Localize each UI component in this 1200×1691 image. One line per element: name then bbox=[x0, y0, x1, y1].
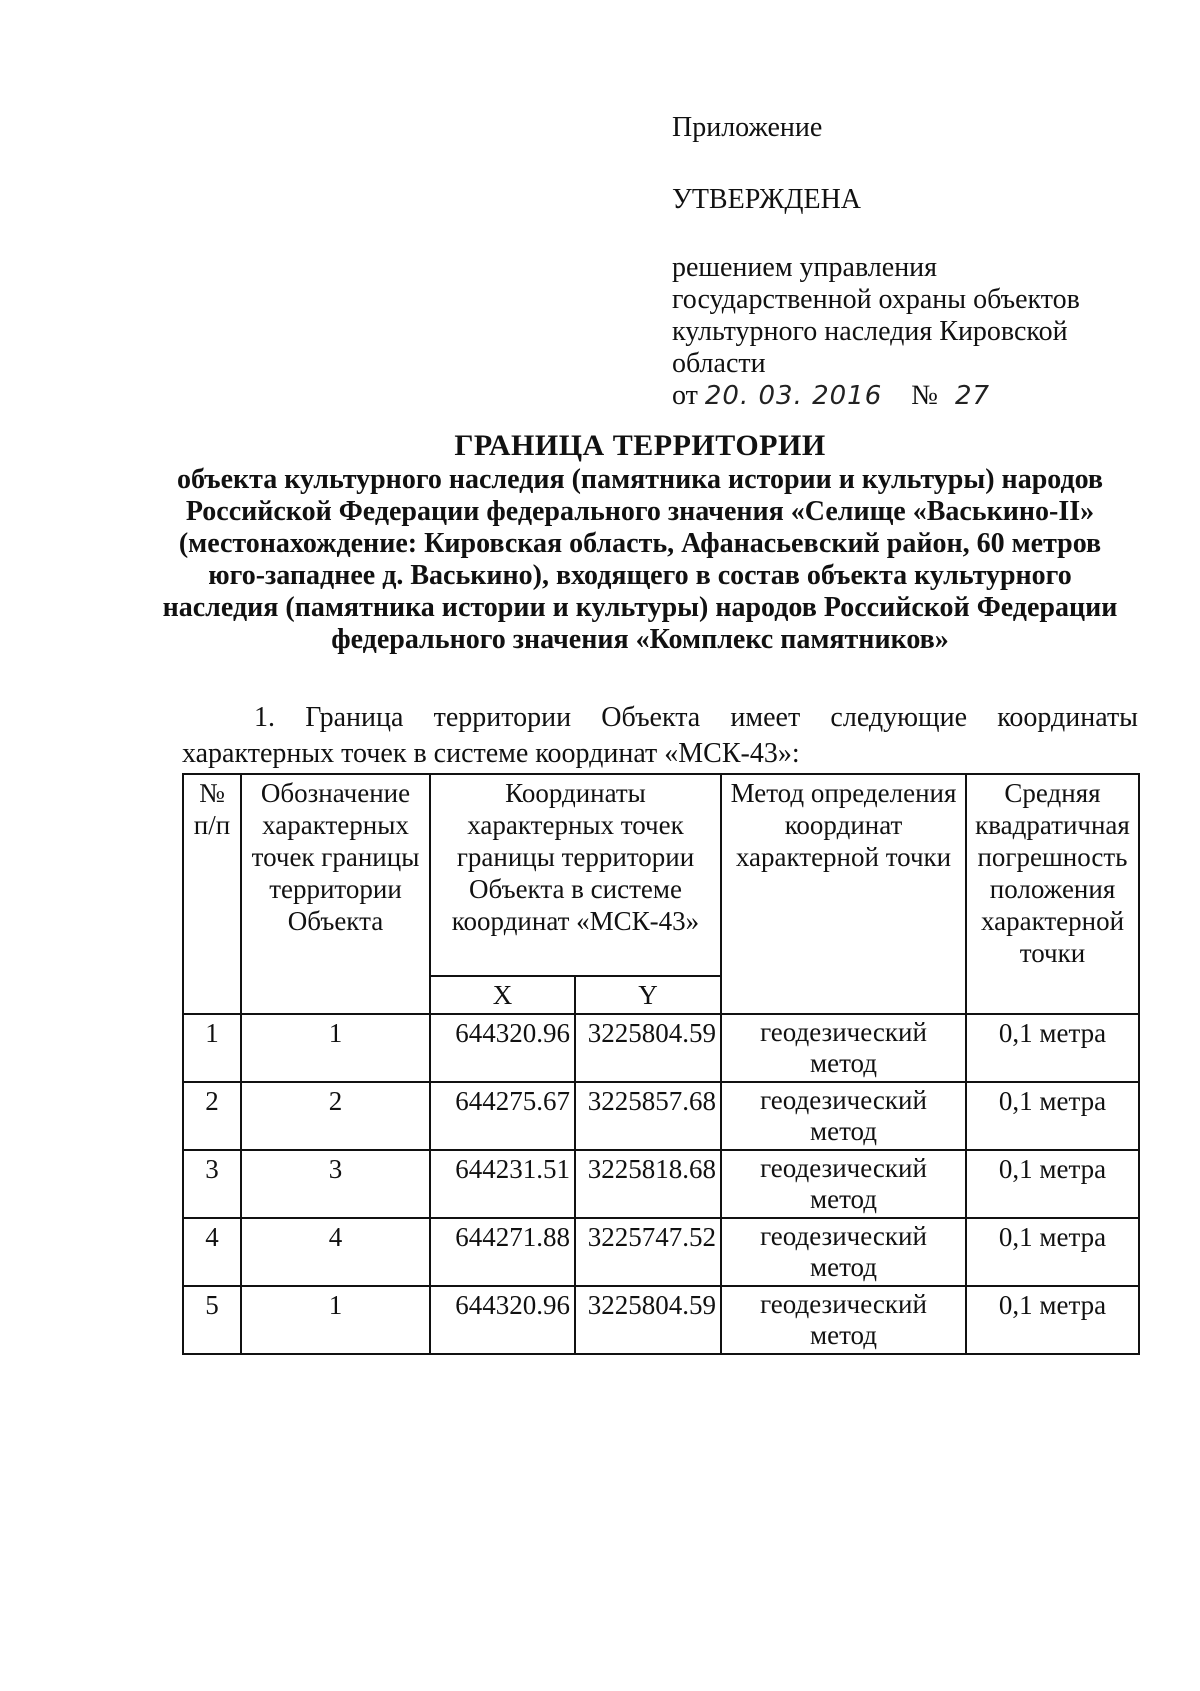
approved-label: УТВЕРЖДЕНА bbox=[672, 184, 862, 215]
row-point: 4 bbox=[241, 1218, 430, 1286]
table-row bbox=[183, 1150, 1139, 1218]
row-x: 644320.96 bbox=[430, 1286, 575, 1354]
row-point: 1 bbox=[241, 1014, 430, 1082]
approved-by-line-1: решением управления bbox=[672, 252, 938, 283]
table-row bbox=[183, 1286, 1139, 1354]
header-x: X bbox=[430, 976, 575, 1014]
row-num: 2 bbox=[183, 1082, 241, 1150]
row-num: 1 bbox=[183, 1014, 241, 1082]
document-heading bbox=[150, 430, 1130, 656]
row-point: 3 bbox=[241, 1150, 430, 1218]
approval-block bbox=[672, 112, 1152, 412]
coordinates-table-wrap bbox=[182, 773, 1138, 1355]
row-y: 3225804.59 bbox=[575, 1286, 721, 1354]
coordinates-table bbox=[182, 773, 1140, 1355]
row-x: 644320.96 bbox=[430, 1014, 575, 1082]
header-y: Y bbox=[575, 976, 721, 1014]
row-num: 5 bbox=[183, 1286, 241, 1354]
decision-date-line bbox=[672, 380, 1152, 412]
approved-by-line-2: государственной охраны объектов bbox=[672, 284, 1080, 315]
row-method: геодезический метод bbox=[721, 1286, 966, 1354]
approved-by-line-4: области bbox=[672, 348, 766, 379]
header-coordinates: Координаты характерных точек границы территории Объекта в системе координат «МСК-43» bbox=[430, 774, 721, 976]
header-error: Средняя квадратичная погрешность положения характерной точки bbox=[966, 774, 1139, 1014]
row-error: 0,1 метра bbox=[966, 1082, 1139, 1150]
row-error: 0,1 метра bbox=[966, 1014, 1139, 1082]
row-method: геодезический метод bbox=[721, 1150, 966, 1218]
row-method: геодезический метод bbox=[721, 1014, 966, 1082]
row-num: 3 bbox=[183, 1150, 241, 1218]
decision-number: 27 bbox=[955, 381, 991, 411]
row-method: геодезический метод bbox=[721, 1218, 966, 1286]
row-point: 1 bbox=[241, 1286, 430, 1354]
row-y: 3225804.59 bbox=[575, 1014, 721, 1082]
row-y: 3225818.68 bbox=[575, 1150, 721, 1218]
header-num: № п/п bbox=[183, 774, 241, 1014]
paragraph-1-line-2: характерных точек в системе координат «МСК-43»: bbox=[182, 738, 800, 769]
row-method: геодезический метод bbox=[721, 1082, 966, 1150]
row-x: 644231.51 bbox=[430, 1150, 575, 1218]
row-error: 0,1 метра bbox=[966, 1286, 1139, 1354]
table-row bbox=[183, 1082, 1139, 1150]
appendix-label: Приложение bbox=[672, 112, 823, 143]
row-x: 644271.88 bbox=[430, 1218, 575, 1286]
paragraph-1 bbox=[182, 700, 1138, 772]
table-row bbox=[183, 1014, 1139, 1082]
row-error: 0,1 метра bbox=[966, 1150, 1139, 1218]
date-prefix: от bbox=[672, 380, 698, 411]
row-num: 4 bbox=[183, 1218, 241, 1286]
row-error: 0,1 метра bbox=[966, 1218, 1139, 1286]
table-header-row bbox=[183, 774, 1139, 976]
row-y: 3225857.68 bbox=[575, 1082, 721, 1150]
approved-by-line-3: культурного наследия Кировской bbox=[672, 316, 1068, 347]
row-y: 3225747.52 bbox=[575, 1218, 721, 1286]
document-subtitle: объекта культурного наследия (памятника истории и культуры) народов Российской Федерации федерального значения «Селище «Васькино-II» (местонахождение: Кировская область, Афанасьевский район, 60 метров юго-западнее д. Васькино), входящего в состав объекта культурного наследия (памятника истории и культуры) народов Российской Федерации федерального значения «Комплекс памятников» bbox=[162, 464, 1118, 655]
paragraph-1-line-1: 1. Граница территории Объекта имеет следующие координаты bbox=[254, 702, 1138, 733]
table-row bbox=[183, 1218, 1139, 1286]
number-sign: № bbox=[911, 380, 938, 411]
header-designation: Обозначение характерных точек границы территории Объекта bbox=[241, 774, 430, 1014]
decision-date: 20. 03. 2016 bbox=[704, 381, 883, 411]
document-title: ГРАНИЦА ТЕРРИТОРИИ bbox=[454, 429, 826, 462]
row-x: 644275.67 bbox=[430, 1082, 575, 1150]
row-point: 2 bbox=[241, 1082, 430, 1150]
header-method: Метод определения координат характерной точки bbox=[721, 774, 966, 1014]
